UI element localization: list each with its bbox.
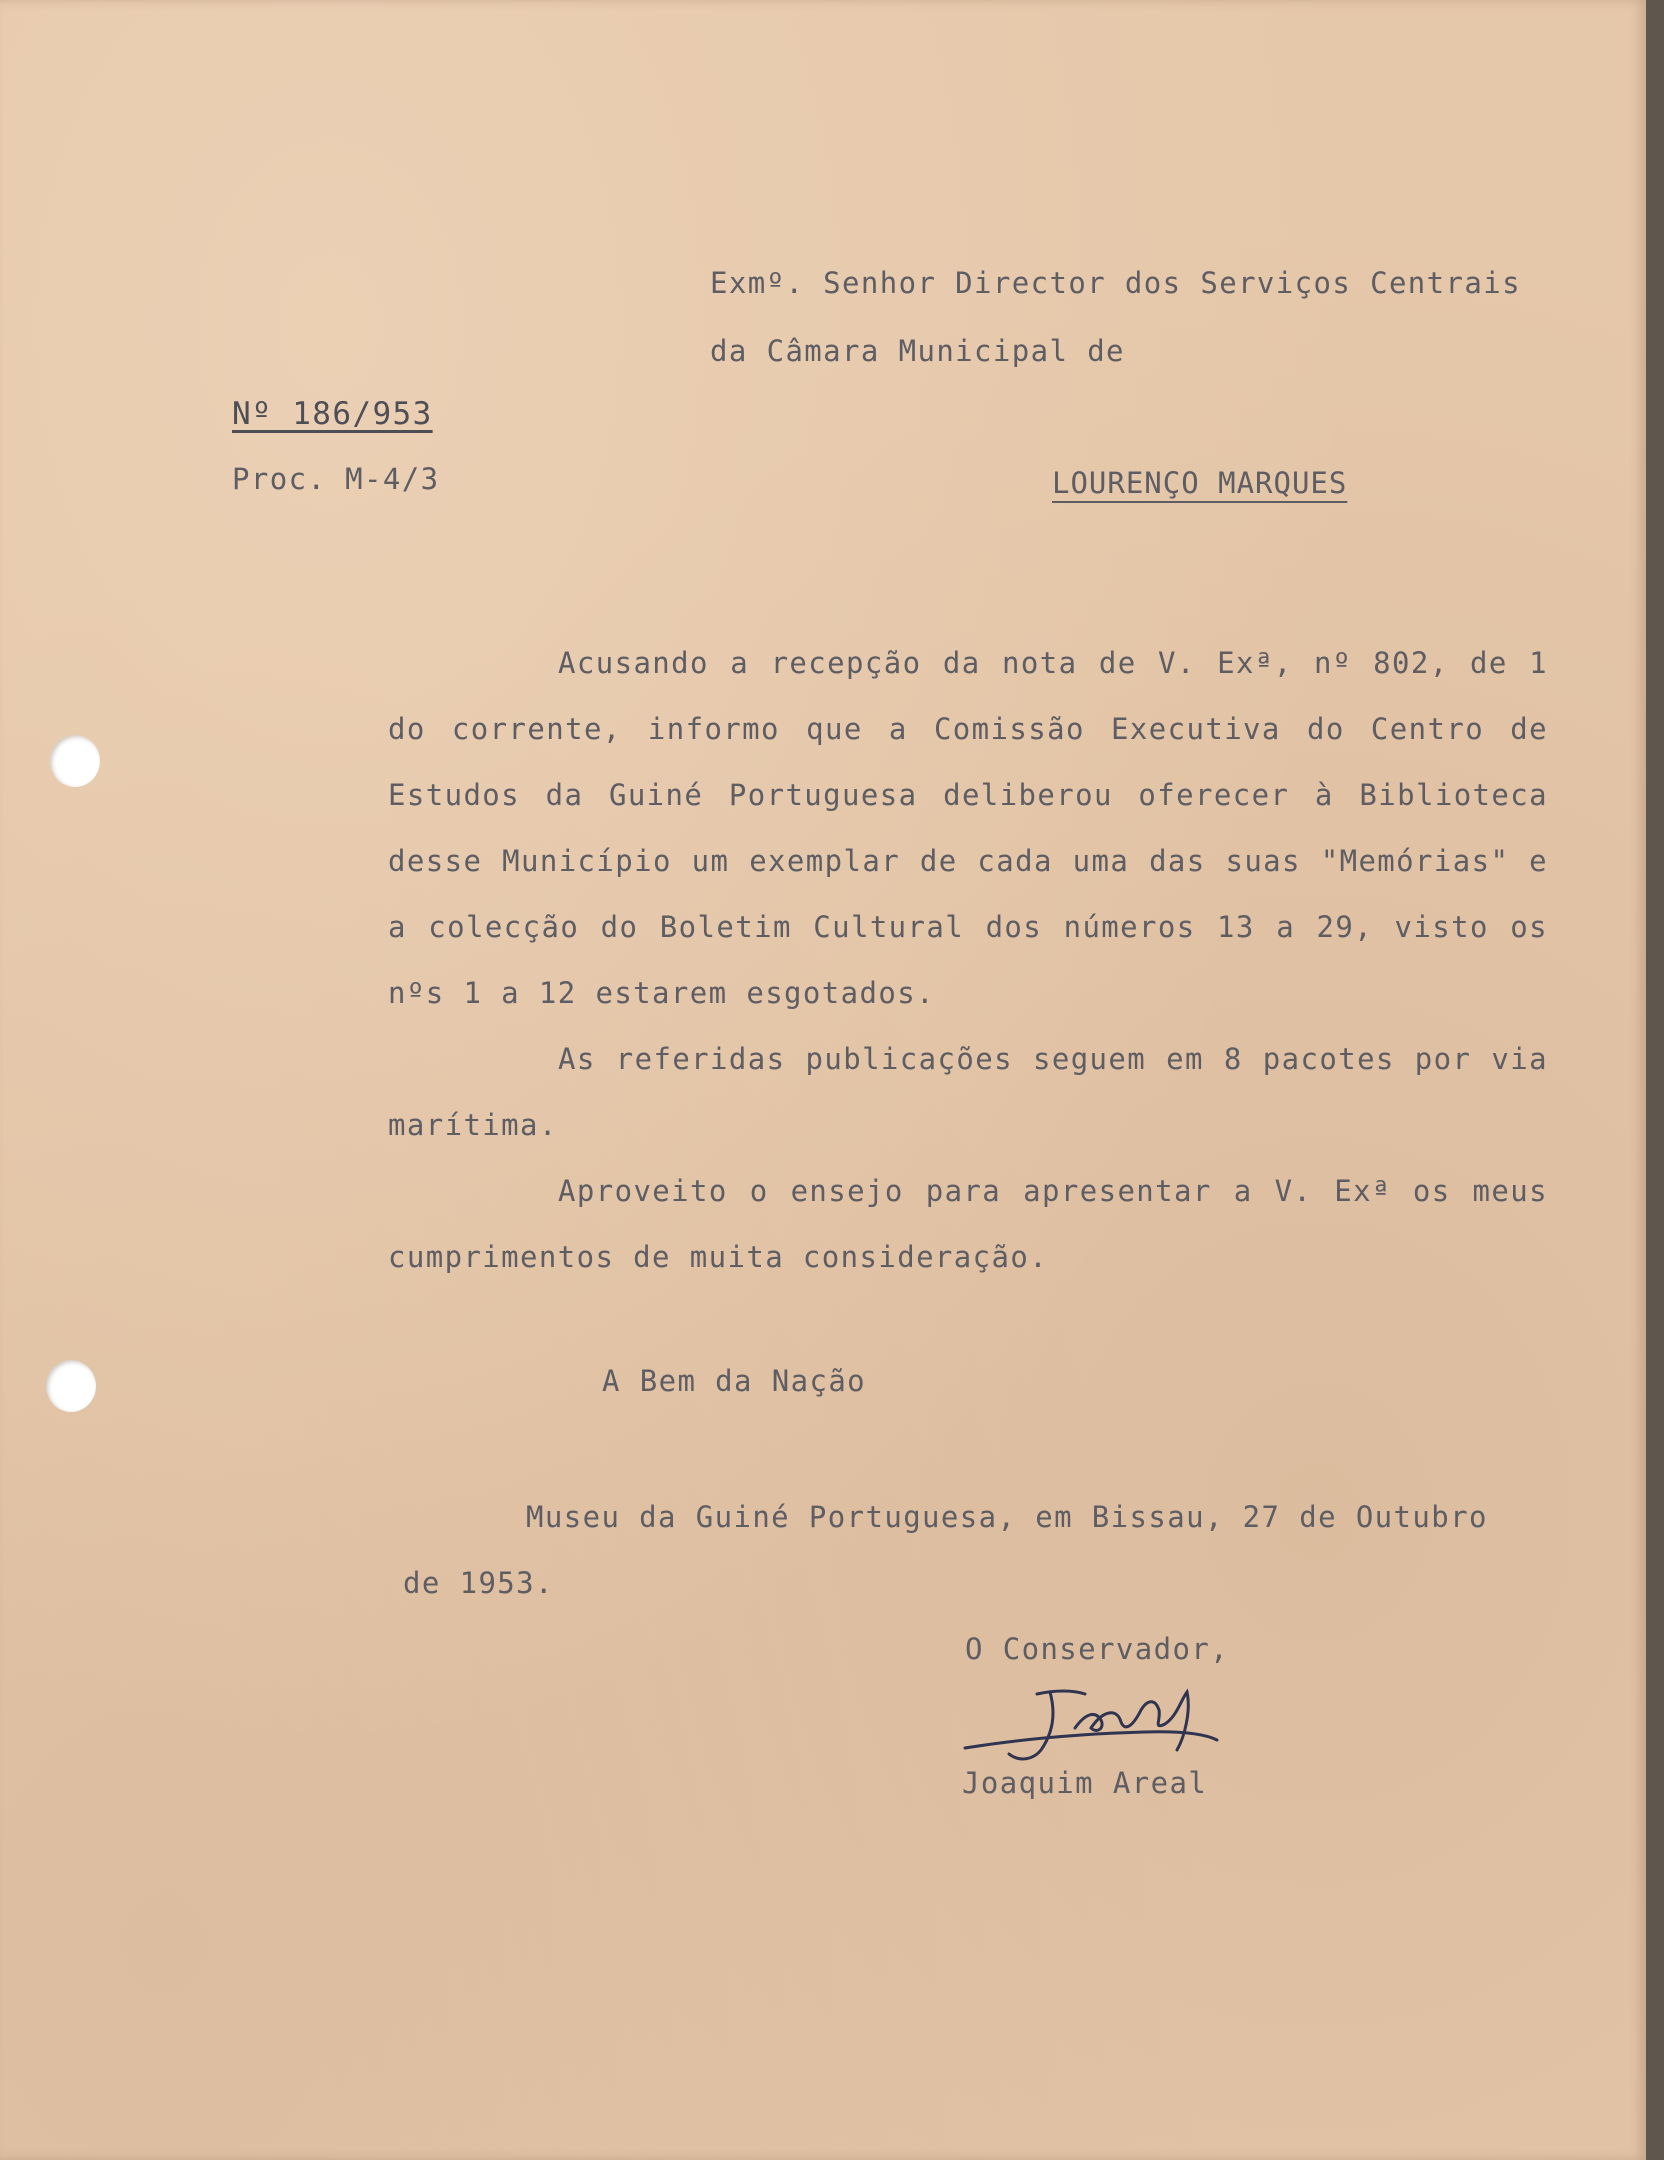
punch-hole-upper <box>50 735 100 787</box>
recipient-line-1: Exmº. Senhor Director dos Serviços Centrais <box>710 266 1521 300</box>
punch-hole-lower <box>46 1360 96 1412</box>
body-paragraph-3: Aproveito o ensejo para apresentar a V. Exª os meus cumprimentos de muita consideração. <box>388 1174 1548 1274</box>
signatory-title: O Conservador, <box>965 1632 1230 1666</box>
place-date-line-1: Museu da Guiné Portuguesa, em Bissau, 27 de Outubro <box>526 1500 1488 1534</box>
recipient-city: LOURENÇO MARQUES <box>1052 466 1348 500</box>
process-reference: Proc. M-4/3 <box>232 462 440 496</box>
body-paragraph-2: As referidas publicações seguem em 8 pacotes por via marítima. <box>388 1042 1548 1142</box>
page-edge-shadow <box>1646 0 1664 2160</box>
handwritten-signature <box>955 1670 1245 1780</box>
body-paragraph-1: Acusando a recepção da nota de V. Exª, nº 802, de 1 do corrente, informo que a Comissão Executiva do Centro de Estudos da Guiné Portuguesa deliberou oferecer à Biblioteca desse Município um exemplar de cada uma das suas "Memórias" e a colecção do Boletim Cultural dos números 13 a 29, visto os nºs 1 a 12 estarem esgotados. <box>388 646 1548 1010</box>
place-date-line-2: de 1953. <box>403 1566 554 1600</box>
reference-number: Nº 186/953 <box>232 396 433 432</box>
closing-salutation: A Bem da Nação <box>602 1364 867 1398</box>
recipient-line-2: da Câmara Municipal de <box>710 334 1125 368</box>
signatory-name: Joaquim Areal <box>962 1766 1208 1800</box>
letter-body <box>388 630 1548 1290</box>
